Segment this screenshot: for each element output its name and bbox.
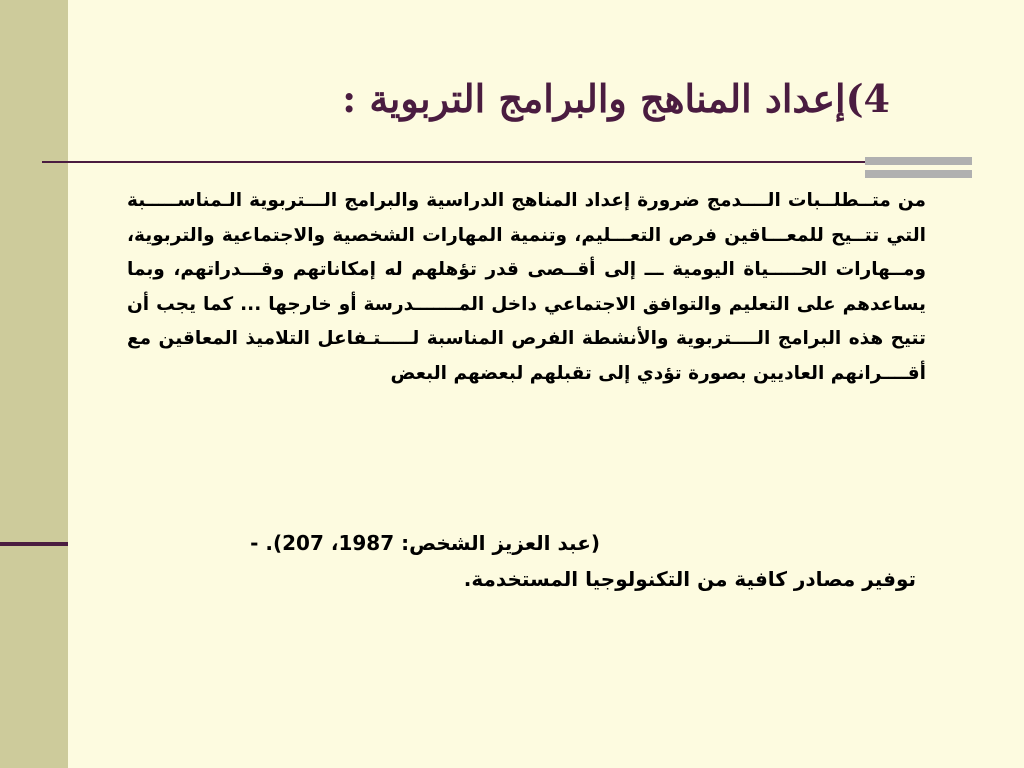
side-band bbox=[0, 0, 68, 768]
body-paragraph: من متــطلــبات الــــدمج ضرورة إعداد المناهج الدراسية والبرامج الـــتربوية الـمناســـــبة التي تتــيح للمعـــاقين فرص التعـــليم، وتنمية المهارات الشخصية والاجتماعية والتربوية، ومــهارات الحـــــياة اليومية ـــ إلى أقــصى قدر تؤهلهم له إمكاناتهم وقـــدراتهم، وبما يساعدهم على التعليم والتوافق الاجتماعي داخل المـــــــدرسة أو خارجها ... كما يجب أن تتيح هذه البرامج الــــتربوية والأنشطة الفرص المناسبة لـــــتـفاعل التلاميذ المعاقين مع أقــــرانهم العاديين بصورة تؤدي إلى تقبلهم لبعضهم البعض bbox=[127, 190, 926, 384]
citation: (عبد العزيز الشخص: 1987، 207). - bbox=[250, 531, 600, 555]
decorative-bar-bottom bbox=[865, 170, 972, 178]
bullet-line: توفير مصادر كافية من التكنولوجيا المستخدمة. bbox=[463, 567, 916, 591]
decorative-bar-top bbox=[865, 157, 972, 165]
title-divider bbox=[42, 161, 972, 163]
side-divider bbox=[0, 542, 68, 546]
slide-title: 4)إعداد المناهج والبرامج التربوية : bbox=[342, 76, 890, 121]
